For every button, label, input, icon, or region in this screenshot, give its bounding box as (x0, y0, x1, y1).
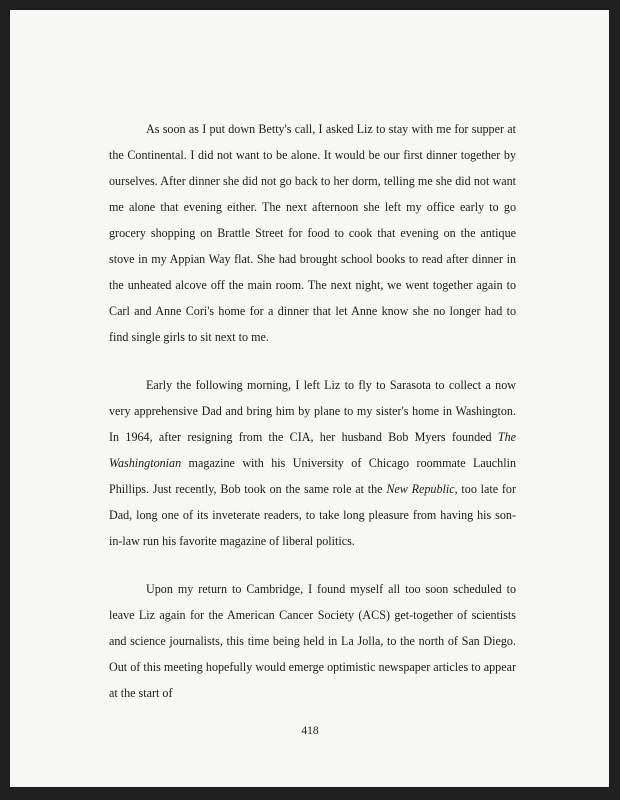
magazine-title-new-republic: New Republic, (386, 482, 458, 496)
paragraph-text: As soon as I put down Betty's call, I asked Liz to stay with me for supper at the Continental. I did not want to be alone. It would be our first dinner together by ourselves. After dinner she did not go back to her dorm, telling me she did not want me alone that evening either. The next afternoon she left my office early to go grocery shopping on Brattle Street for food to cook that evening on the antique stove in my Appian Way flat. She had brought school books to read after dinner in the unheated alcove off the main room. The next night, we went together again to Carl and Anne Cori's home for a dinner that let Anne know she no longer had to find single girls to sit next to me. (109, 122, 516, 344)
body-paragraph-2 (109, 372, 516, 554)
paragraph-text-segment: Early the following morning, I left Liz to fly to Sarasota to collect a now very apprehensive Dad and bring him by plane to my sister's home in Washington. In 1964, after resigning from the CIA, her husband Bob Myers founded (109, 378, 516, 444)
body-paragraph-1 (109, 116, 516, 350)
page-number: 418 (301, 725, 319, 737)
magazine-title-washingtonian: The Washingtonian (109, 430, 516, 470)
paragraph-text-segment: magazine with his University of Chicago roommate Lauchlin Phillips. Just recently, Bob took on the same role at the (109, 456, 516, 496)
paragraph-text (109, 372, 516, 554)
paragraph-text: Upon my return to Cambridge, I found myself all too soon scheduled to leave Liz again for the American Cancer Society (ACS) get-together of scientists and science journalists, this time being held in La Jolla, to the north of San Diego. Out of this meeting hopefully would emerge optimistic newspaper articles to appear at the start of (109, 582, 516, 700)
paragraph-text-segment: too late for Dad, long one of its inveterate readers, to take long pleasure from having his son-in-law run his favorite magazine of liberal politics. (109, 482, 516, 548)
body-paragraph-3 (109, 576, 516, 706)
